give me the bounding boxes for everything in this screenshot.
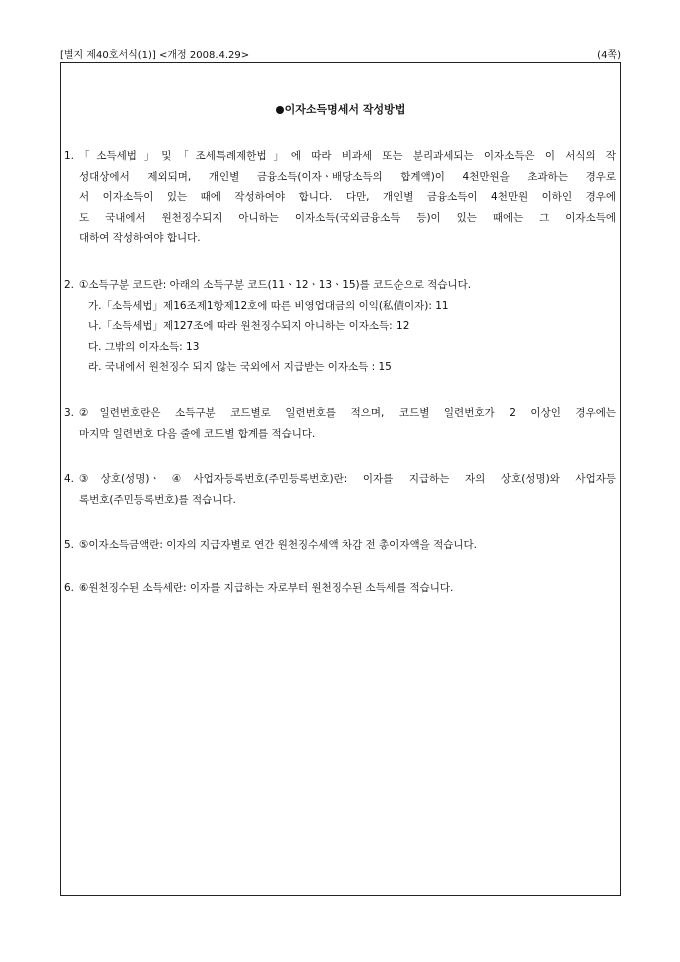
section-6-body xyxy=(64,578,616,599)
section-number: 3. xyxy=(64,407,75,419)
section-number: 4. xyxy=(64,473,75,485)
section-subitem-da: 다. 그밖의 이자소득: 13 xyxy=(88,340,200,353)
section-subitem-na: 나.「소득세법」제127조에 따라 원천징수되지 아니하는 이자소득: 12 xyxy=(88,320,410,332)
page-number-label: (4쪽) xyxy=(597,50,621,61)
section-subitem-ra: 라. 국내에서 원천징수 되지 않는 국외에서 지급받는 이자소득 : 15 xyxy=(88,361,392,373)
section-1-body xyxy=(64,146,616,249)
section-subitem-ga: 가.「소득세법」제16조제1항제12호에 따른 비영업대금의 이익(私債이자): 11 xyxy=(88,299,449,312)
title-bullet-icon xyxy=(276,106,284,114)
section-line: 도 국내에서 원천징수되지 아니하는 이자소득(국외금융소득 등)이 있는 때에는 그 이자소득에 xyxy=(79,211,616,224)
section-number: 1. xyxy=(64,150,75,162)
section-line: ③상호(성명)ㆍ④사업자등록번호(주민등록번호)란: 이자를 지급하는 자의 상호(성명)와 사업자등 xyxy=(79,473,616,485)
section-line: ①소득구분 코드란: 아래의 소득구분 코드(11ㆍ12ㆍ13ㆍ15)를 코드순으로 적습니다. xyxy=(79,279,472,291)
section-number: 5. xyxy=(64,539,75,551)
section-4-body xyxy=(64,469,616,510)
title-text: 이자소득명세서 작성방법 xyxy=(284,103,406,116)
section-number: 6. xyxy=(64,582,75,594)
section-3-body xyxy=(64,403,616,444)
section-2-body xyxy=(64,275,616,378)
section-line: ②일련번호란은 소득구분 코드별로 일련번호를 적으며, 코드별 일련번호가 2 이상인 경우에는 xyxy=(79,407,616,419)
section-line: 서 이자소득이 있는 때에 작성하여야 합니다. 다만, 개인별 금융소득이 4천만원 이하인 경우에 xyxy=(79,191,616,203)
document-title xyxy=(60,103,621,117)
section-number: 2. xyxy=(64,279,75,291)
section-line: ⑥원천징수된 소득세란: 이자를 지급하는 자로부터 원천징수된 소득세를 적습니다. xyxy=(79,582,454,594)
section-line: 록번호(주민등록번호)를 적습니다. xyxy=(79,493,236,506)
section-line: ⑤이자소득금액란: 이자의 지급자별로 연간 원천징수세액 차감 전 총이자액을 적습니다. xyxy=(79,539,477,551)
section-5-body xyxy=(64,535,616,556)
form-number-label: [별지 제40호서식(1)] <개정 2008.4.29> xyxy=(60,50,250,61)
section-line: 「소득세법」및「조세특례제한법」에 따라 비과세 또는 분리과세되는 이자소득은 이 서식의 작 xyxy=(79,150,616,162)
section-line: 마지막 일련번호 다음 줄에 코드별 합계를 적습니다. xyxy=(79,427,316,440)
section-line: 성대상에서 제외되며, 개인별 금융소득(이자ㆍ배당소득의 합계액)이 4천만원을 초과하는 경우로 xyxy=(79,170,616,183)
form-header xyxy=(60,49,621,63)
section-line: 대하여 작성하여야 합니다. xyxy=(79,232,201,244)
